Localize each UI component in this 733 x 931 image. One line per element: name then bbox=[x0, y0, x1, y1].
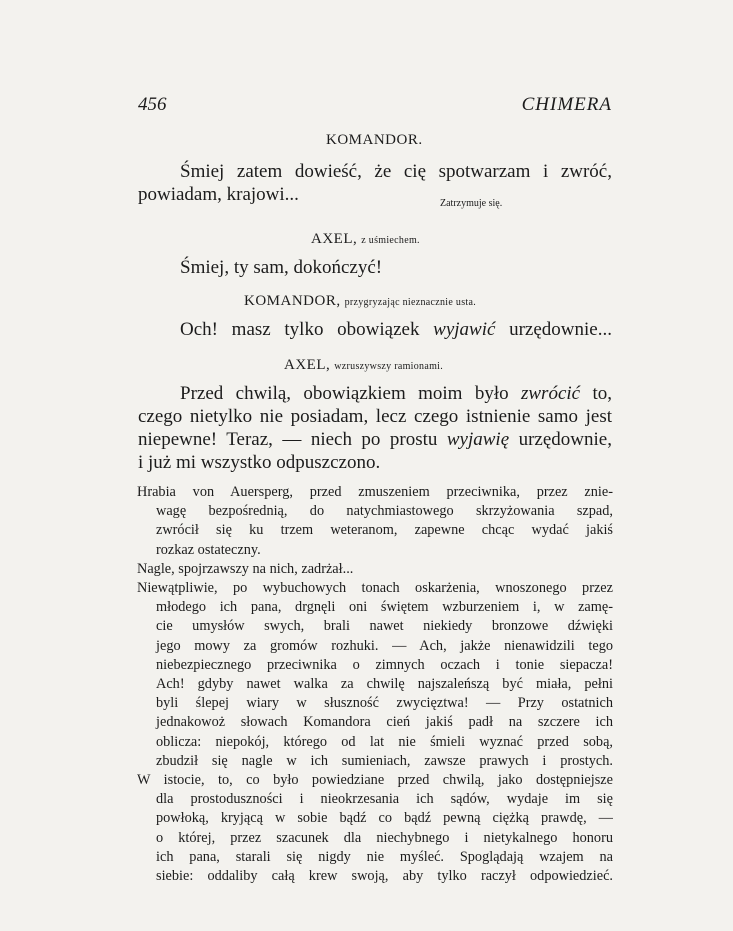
emphasis: wyjawię bbox=[446, 429, 510, 450]
page-header bbox=[138, 94, 612, 118]
narrative-line: wagę bezpośrednią, do natychmiastowego skrzyżowania szpad, bbox=[156, 503, 613, 520]
dialog-komandor-1 bbox=[138, 160, 612, 206]
stage-direction: Zatrzymuje się. bbox=[440, 198, 503, 209]
narrative-line: Hrabia von Auersperg, przed zmuszeniem przeciwnika, przez znie- bbox=[137, 484, 613, 500]
speaker-axel-2 bbox=[284, 357, 443, 374]
narrative-line: dla prostoduszności i nieokrzesania ich sądów, wydaje im się bbox=[156, 791, 613, 808]
dialog-axel-2 bbox=[138, 382, 612, 474]
narrative-line: W istocie, to, co było powiedziane przed chwilą, jako dostępniejsze bbox=[137, 772, 613, 789]
narrative-line: siebie: oddaliby całą krew swoją, aby tylko raczył odpowiedzieć. bbox=[156, 868, 613, 885]
dialog-line: Śmiej, ty sam, dokończyć! bbox=[180, 257, 383, 278]
dialog-line: Śmiej zatem dowieść, że cię spotwarzam i zwróć, bbox=[180, 161, 612, 182]
narrative-line: zwrócił się ku trzem weteranom, zapewne chcąc wydać jakiś bbox=[156, 522, 613, 539]
dialog-komandor-2 bbox=[138, 318, 612, 341]
page-number: 456 bbox=[138, 94, 167, 115]
speaker-name: AXEL, bbox=[311, 231, 358, 247]
speaker-name: AXEL, bbox=[284, 357, 331, 373]
narrative-line: Nagle, spojrzawszy na nich, zadrżał... bbox=[137, 560, 354, 577]
narrative-line: jednakowoż słowach Komandora cień jakiś padł na szczere ich bbox=[156, 714, 613, 731]
narrative-line: zbudził się nagle w ich sumieniach, zawsze prawych i prostych. bbox=[156, 752, 613, 769]
dialog-line: powiadam, krajowi... bbox=[138, 184, 299, 205]
speaker-direction: wzruszywszy ramionami. bbox=[334, 361, 444, 372]
dialog-line: i już mi wszystko odpuszczono. bbox=[138, 452, 381, 473]
speaker-direction: z uśmiechem. bbox=[361, 235, 420, 246]
narrative-line: jego mowy za gromów rozhuki. — Ach, jakże nienawidzili tego bbox=[156, 637, 613, 654]
narrative-line: byli ślepej wiary w słuszność zwycięztwa! — Przy ostatnich bbox=[156, 695, 613, 712]
speaker-komandor-1 bbox=[326, 132, 423, 149]
narrative-line: rozkaz ostateczny. bbox=[156, 541, 261, 558]
narrative-line: Niewątpliwie, po wybuchowych tonach oskarżenia, wnoszonego przez bbox=[137, 580, 613, 597]
narrative-line: powłoką, kryjącą w sobie bądź co bądź pewną ciężką prawdę, — bbox=[156, 810, 613, 827]
speaker-name: KOMANDOR, bbox=[244, 293, 341, 309]
narrative-line: oblicza: niepokój, którego od lat nie śmieli wyznać przed sobą, bbox=[156, 733, 613, 750]
narrative-line: o której, przez szacunek dla niechybnego i nietykalnego honoru bbox=[156, 829, 613, 846]
narrative-line: ich pana, starali się nigdy nie myśleć. Spoglądają wzajem na bbox=[156, 848, 613, 865]
running-title: CHIMERA bbox=[521, 94, 612, 115]
narrative-block bbox=[137, 483, 613, 886]
dialog-line: Przed chwilą, obowiązkiem moim było zwrócić to, bbox=[180, 383, 612, 404]
speaker-axel-1 bbox=[311, 231, 420, 248]
speaker-direction: przygryzając nieznacznie usta. bbox=[344, 297, 477, 308]
emphasis: zwrócić bbox=[520, 383, 581, 404]
dialog-line: niepewne! Teraz, — niech po prostu wyjawię urzędownie, bbox=[138, 429, 612, 450]
narrative-line: cie umysłów swych, brali nawet niekiedy bronzowe dźwięki bbox=[156, 618, 613, 635]
narrative-line: młodego ich pana, drgnęli oni świętem wzburzeniem i, w zamę- bbox=[156, 599, 613, 616]
dialog-line: czego nietylko nie posiadam, lecz czego istnienie samo jest bbox=[138, 406, 612, 427]
speaker-komandor-2 bbox=[244, 293, 476, 310]
speaker-name: KOMANDOR. bbox=[326, 132, 423, 148]
emphasis: wyjawić bbox=[433, 319, 496, 340]
narrative-line: Ach! gdyby nawet walka za chwilę najszaleńszą być miała, pełni bbox=[156, 676, 613, 693]
dialog-line: Och! masz tylko obowiązek wyjawić urzędownie... bbox=[180, 319, 612, 340]
dialog-axel-1 bbox=[138, 256, 612, 279]
narrative-line: niebezpiecznego przeciwnika o zimnych oczach i tonie siepacza! bbox=[156, 656, 613, 673]
